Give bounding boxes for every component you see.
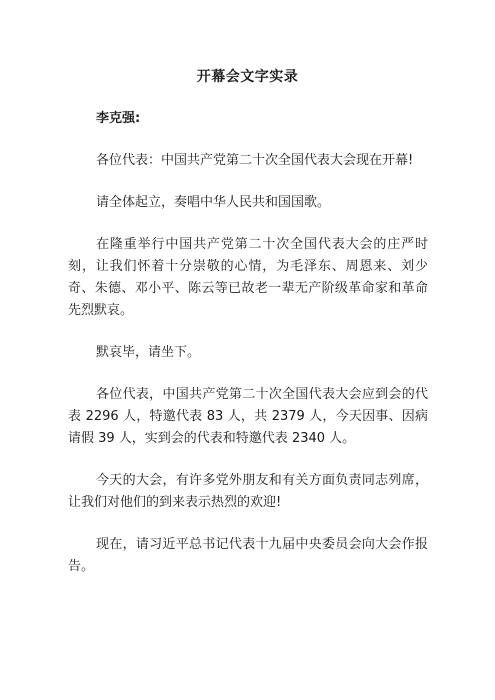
paragraph-welcome: 今天的大会，有许多党外朋友和有关方面负责同志列席，让我们对他们的到来表示热烈的欢迎!	[68, 473, 428, 510]
speaker-name: 李克强:	[96, 111, 141, 126]
document-title: 开幕会文字实录	[196, 69, 299, 85]
paragraph-opening: 各位代表：中国共产党第二十次全国代表大会现在开幕!	[96, 153, 414, 168]
paragraph-tribute: 在隆重举行中国共产党第二十次全国代表大会的庄严时刻，让我们怀着十分崇敬的心情，为毛泽东、周恩来、刘少奇、朱德、邓小平、陈云等已故老一辈无产阶级革命家和革命先烈默哀。	[68, 237, 428, 318]
paragraph-anthem: 请全体起立，奏唱中华人民共和国国歌。	[96, 195, 331, 210]
paragraph-attendance: 各位代表，中国共产党第二十次全国代表大会应到会的代表 2296 人，特邀代表 83 人，共 2379 人，今天因事、因病请假 39 人，实到会的代表和特邀代表 2340 人。	[68, 387, 428, 446]
paragraph-report: 现在，请习近平总书记代表十九届中央委员会向大会作报告。	[68, 537, 428, 574]
paragraph-sit-down: 默哀毕，请坐下。	[96, 345, 201, 360]
document-body	[68, 108, 428, 598]
